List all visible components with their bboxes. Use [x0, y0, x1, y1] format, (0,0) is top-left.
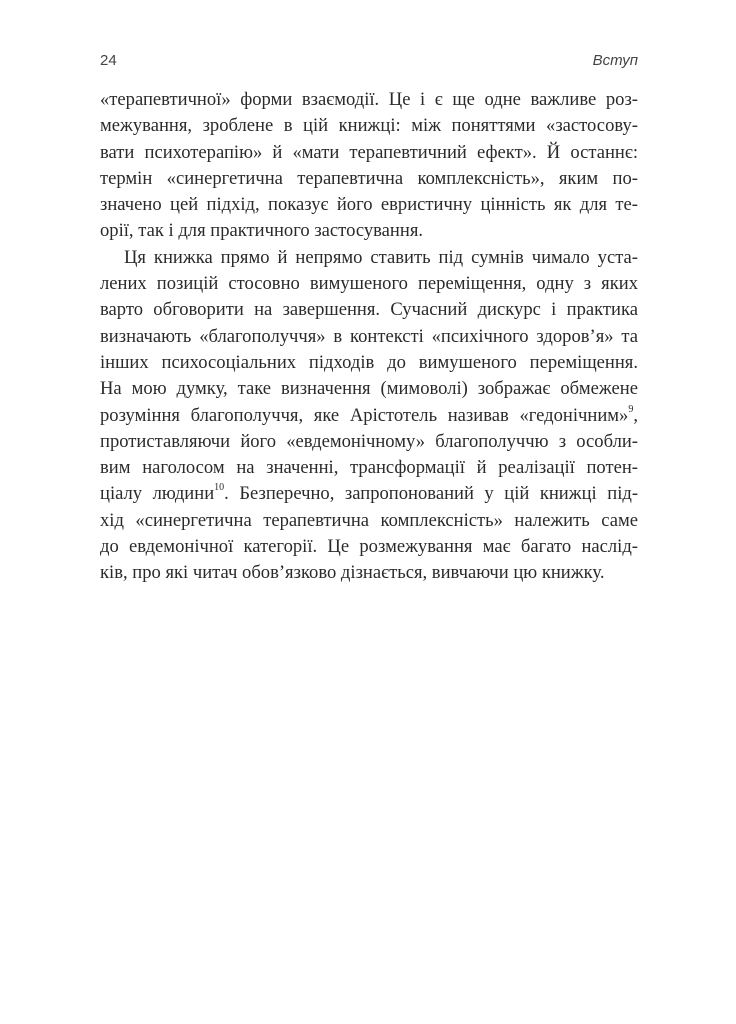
line-text: термін «синергетична терапевтична комплексність», яким по- [100, 167, 638, 189]
text-line [100, 87, 638, 113]
line-text: ків, про які читач обов’язково дізнається, вивчаючи цю книжку. [100, 562, 605, 584]
line-text: визначають «благополуччя» в контексті «психічного здоров’я» та [100, 325, 638, 347]
line-text: значено цей підхід, показує його евристичну цінність як для те- [100, 194, 638, 216]
text-line [100, 271, 638, 297]
line-text: лених позицій стосовно вимушеного переміщення, одну з яких [100, 273, 638, 295]
running-header [100, 52, 638, 74]
text-line [100, 218, 638, 244]
line-text-tail: . Безперечно, запропонований у цій книжці під- [224, 483, 639, 505]
text-line [100, 534, 638, 560]
body-text [100, 87, 638, 587]
line-text: розуміння благополуччя, яке Арістотель називав «гедонічним» [100, 404, 629, 426]
text-line [100, 455, 638, 481]
line-text-tail: , [633, 404, 638, 426]
paragraph [100, 87, 638, 245]
line-text: Ця книжка прямо й непрямо ставить під сумнів чимало уста- [124, 246, 638, 268]
section-title: Вступ [592, 52, 638, 69]
page-number: 24 [100, 52, 117, 69]
line-text: На мою думку, таке визначення (мимоволі) зображає обмежене [100, 378, 638, 400]
text-line [100, 324, 638, 350]
text-line [100, 481, 638, 507]
text-line [100, 403, 638, 429]
line-text: «терапевтичної» форми взаємодії. Це і є ще одне важливе роз- [100, 89, 638, 110]
line-text: орії, так і для практичного застосування. [100, 220, 424, 242]
text-line [100, 192, 638, 218]
text-line [100, 297, 638, 323]
text-line [100, 350, 638, 376]
text-line [100, 508, 638, 534]
line-text: протиставляючи його «евдемонічному» благополуччю з особли- [100, 430, 638, 452]
line-text: до евдемонічної категорії. Це розмежування має багато наслід- [100, 536, 638, 558]
line-text: вим наголосом на значенні, трансформації й реалізації потен- [100, 457, 638, 479]
line-text: інших психосоціальних підходів до вимушеного переміщення. [100, 351, 638, 373]
line-text: хід «синергетична терапевтична комплексність» належить саме [100, 509, 638, 531]
paragraph [100, 245, 638, 587]
line-text: межування, зроблене в цій книжці: між поняттями «застосову- [100, 115, 638, 137]
line-text: варто обговорити на завершення. Сучасний дискурс і практика [100, 299, 638, 321]
line-text: вати психотерапію» й «мати терапевтичний ефект». Й останнє: [100, 141, 638, 163]
text-line [100, 376, 638, 402]
text-line [100, 429, 638, 455]
text-line [100, 245, 638, 271]
footnote-ref: 10 [214, 482, 225, 494]
text-line [100, 560, 638, 586]
text-line [100, 140, 638, 166]
footnote-ref: 9 [628, 403, 634, 415]
line-text: ціалу людини [100, 483, 215, 505]
text-line [100, 166, 638, 192]
text-line [100, 113, 638, 139]
